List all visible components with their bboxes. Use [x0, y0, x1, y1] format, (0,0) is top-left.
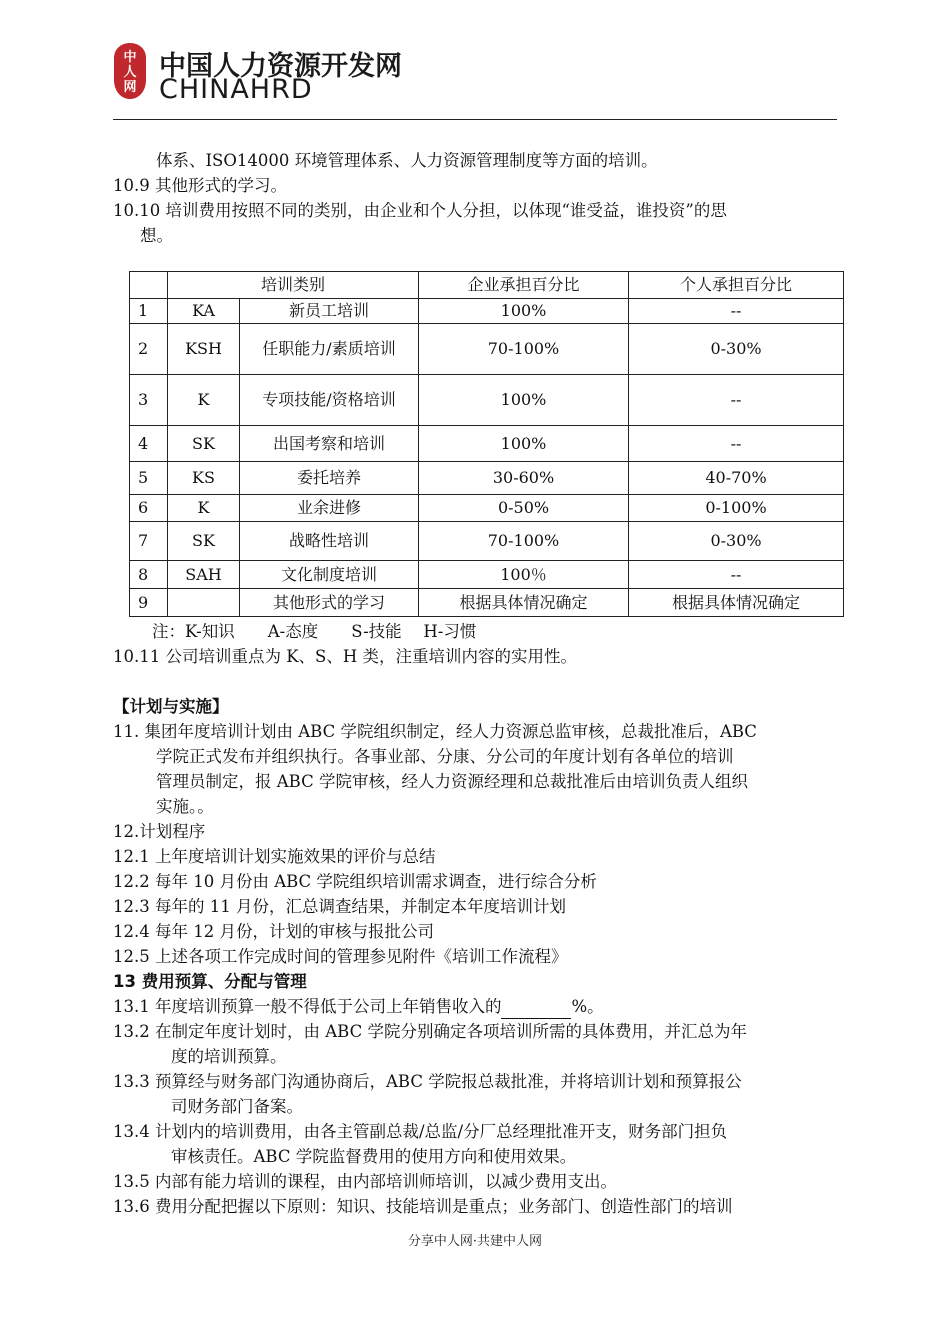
- table-row: [130, 324, 844, 375]
- budget-suffix: %。: [571, 997, 604, 1016]
- svg-text:网: 网: [123, 80, 137, 95]
- table-cell: 70-100%: [419, 522, 629, 561]
- table-cell: 100％: [419, 561, 629, 589]
- paragraph-line: 13.6 费用分配把握以下原则：知识、技能培训是重点；业务部门、创造性部门的培训: [113, 1197, 733, 1216]
- table-cell: --: [629, 561, 844, 589]
- table-cell: 3: [130, 375, 168, 426]
- table-cell: 30-60%: [419, 462, 629, 495]
- header-divider: [113, 119, 837, 120]
- paragraph-line: 13.2 在制定年度计划时，由 ABC 学院分别确定各项培训所需的具体费用，并汇总为年: [113, 1022, 747, 1041]
- paragraph-line: 10.11 公司培训重点为 K、S、H 类，注重培训内容的实用性。: [113, 647, 577, 666]
- table-row: [130, 495, 844, 522]
- table-cell: 2: [130, 324, 168, 375]
- chinahrd-logo-mark-icon: [112, 42, 148, 100]
- training-cost-table: [129, 271, 844, 617]
- paragraph-line: 13.3 预算经与财务部门沟通协商后，ABC 学院报总裁批准，并将培训计划和预算报公: [113, 1072, 742, 1091]
- table-header-row: [130, 272, 844, 299]
- table-cell: 战略性培训: [240, 522, 419, 561]
- table-note: 注：K-知识 A-态度 S-技能 H-习惯: [152, 622, 477, 641]
- table-header-cell: 企业承担百分比: [419, 272, 629, 299]
- brand-name-cn: 中国人力资源开发网: [159, 51, 402, 82]
- paragraph-line: 12.3 每年的 11 月份，汇总调查结果，并制定本年度培训计划: [113, 897, 566, 916]
- table-cell: 6: [130, 495, 168, 522]
- table-cell: KSH: [168, 324, 240, 375]
- paragraph-line: 13.4 计划内的培训费用，由各主管副总裁/总监/分厂总经理批准开支，财务部门担负: [113, 1122, 728, 1141]
- table-cell: 5: [130, 462, 168, 495]
- table-row: [130, 561, 844, 589]
- table-cell: SK: [168, 426, 240, 462]
- chinahrd-logo: [112, 42, 412, 105]
- table-row: [130, 462, 844, 495]
- paragraph-line: 学院正式发布并组织执行。各事业部、分康、分公司的年度计划有各单位的培训: [156, 747, 734, 766]
- table-cell: 0-30%: [629, 522, 844, 561]
- table-row: [130, 522, 844, 561]
- table-cell: 任职能力/素质培训: [240, 324, 419, 375]
- svg-text:人: 人: [123, 65, 137, 80]
- table-cell: SK: [168, 522, 240, 561]
- table-row: [130, 299, 844, 324]
- section-heading: 【计划与实施】: [113, 697, 229, 716]
- table-cell: --: [629, 426, 844, 462]
- paragraph-line: 审核责任。ABC 学院监督费用的使用方向和使用效果。: [171, 1147, 577, 1166]
- paragraph-line: 12.4 每年 12 月份，计划的审核与报批公司: [113, 922, 434, 941]
- paragraph-line: 实施。。: [156, 797, 214, 816]
- table-header-cell: [130, 272, 168, 299]
- paragraph-line: 想。: [140, 226, 173, 245]
- table-cell: 委托培养: [240, 462, 419, 495]
- table-cell: 40-70%: [629, 462, 844, 495]
- table-cell: K: [168, 495, 240, 522]
- table-cell: 1: [130, 299, 168, 324]
- paragraph-line: 12.1 上年度培训计划实施效果的评价与总结: [113, 847, 436, 866]
- table-cell: 专项技能/资格培训: [240, 375, 419, 426]
- table-row: [130, 589, 844, 617]
- table-cell: --: [629, 375, 844, 426]
- svg-text:中: 中: [123, 50, 137, 65]
- section-heading: 13 费用预算、分配与管理: [113, 972, 307, 991]
- table-cell: KS: [168, 462, 240, 495]
- table-header-cell: 个人承担百分比: [629, 272, 844, 299]
- table-cell: 7: [130, 522, 168, 561]
- table-cell: 根据具体情况确定: [419, 589, 629, 617]
- paragraph-line: 10.9 其他形式的学习。: [113, 176, 287, 195]
- table-cell: 根据具体情况确定: [629, 589, 844, 617]
- paragraph-line: 11. 集团年度培训计划由 ABC 学院组织制定，经人力资源总监审核，总裁批准后，ABC: [113, 722, 757, 741]
- table-row: [130, 375, 844, 426]
- paragraph-line: 12.计划程序: [113, 822, 206, 841]
- table-cell: 新员工培训: [240, 299, 419, 324]
- table-cell: 0-30%: [629, 324, 844, 375]
- paragraph-line: 13.5 内部有能力培训的课程，由内部培训师培训，以减少费用支出。: [113, 1172, 617, 1191]
- table-cell: SAH: [168, 561, 240, 589]
- table-row: [130, 426, 844, 462]
- table-cell: 8: [130, 561, 168, 589]
- paragraph-line: 12.2 每年 10 月份由 ABC 学院组织培训需求调查，进行综合分析: [113, 872, 597, 891]
- table-cell: 100%: [419, 426, 629, 462]
- paragraph-line: 体系、ISO14000 环境管理体系、人力资源管理制度等方面的培训。: [156, 151, 658, 170]
- table-cell: [168, 589, 240, 617]
- paragraph-line: 司财务部门备案。: [171, 1097, 303, 1116]
- table-cell: KA: [168, 299, 240, 324]
- table-cell: 9: [130, 589, 168, 617]
- table-cell: 70-100%: [419, 324, 629, 375]
- paragraph-line: 度的培训预算。: [171, 1047, 287, 1066]
- paragraph-line: 12.5 上述各项工作完成时间的管理参见附件《培训工作流程》: [113, 947, 568, 966]
- table-header-cell: 培训类别: [168, 272, 419, 299]
- table-cell: 出国考察和培训: [240, 426, 419, 462]
- budget-blank: [501, 1001, 571, 1019]
- table-cell: 4: [130, 426, 168, 462]
- paragraph-line: [113, 994, 604, 1019]
- table-cell: 100%: [419, 375, 629, 426]
- brand-name-en: CHINAHRD: [159, 74, 313, 105]
- table-cell: 其他形式的学习: [240, 589, 419, 617]
- table-cell: 0-50%: [419, 495, 629, 522]
- table-cell: --: [629, 299, 844, 324]
- page-footer: 分享中人网·共建中人网: [407, 1234, 543, 1249]
- paragraph-line: 10.10 培训费用按照不同的类别，由企业和个人分担，以体现“谁受益，谁投资”的思: [113, 201, 727, 220]
- table-cell: 100%: [419, 299, 629, 324]
- table-cell: 业余进修: [240, 495, 419, 522]
- paragraph-line: 管理员制定，报 ABC 学院审核，经人力资源经理和总裁批准后由培训负责人组织: [156, 772, 748, 791]
- budget-text: 13.1 年度培训预算一般不得低于公司上年销售收入的: [113, 997, 502, 1016]
- table-cell: K: [168, 375, 240, 426]
- table-cell: 文化制度培训: [240, 561, 419, 589]
- table-cell: 0-100%: [629, 495, 844, 522]
